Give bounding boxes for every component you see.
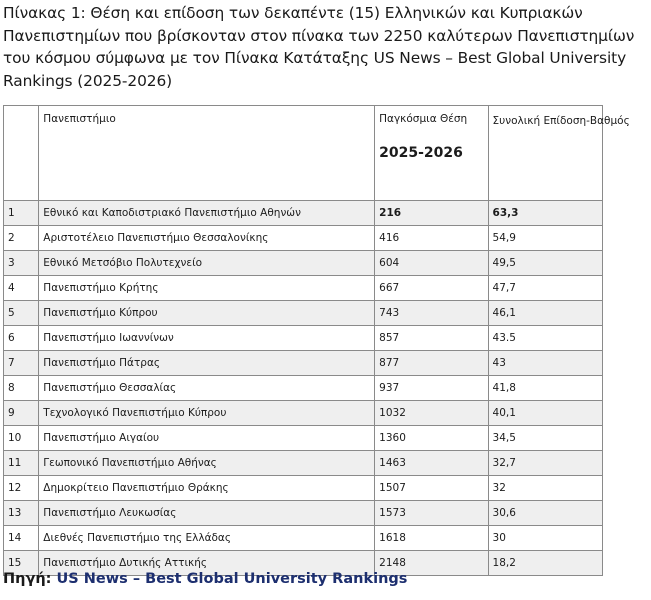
table-row	[4, 276, 603, 301]
header-university: Πανεπιστήμιο	[39, 106, 375, 201]
overall-score: 30	[488, 526, 602, 551]
table-row	[4, 301, 603, 326]
row-number: 10	[4, 426, 39, 451]
global-rank: 857	[375, 326, 488, 351]
table-row	[4, 476, 603, 501]
row-number: 13	[4, 501, 39, 526]
table-header-row	[4, 106, 603, 201]
university-name: Πανεπιστήμιο Αιγαίου	[39, 426, 375, 451]
table-row	[4, 376, 603, 401]
overall-score: 43	[488, 351, 602, 376]
source-prefix: Πηγή:	[3, 571, 52, 587]
row-number: 12	[4, 476, 39, 501]
overall-score: 54,9	[488, 226, 602, 251]
table-row	[4, 326, 603, 351]
global-rank: 667	[375, 276, 488, 301]
university-name: Διεθνές Πανεπιστήμιο της Ελλάδας	[39, 526, 375, 551]
university-name: Εθνικό και Καποδιστριακό Πανεπιστήμιο Αθηνών	[39, 201, 375, 226]
header-rank	[375, 106, 488, 201]
row-number: 7	[4, 351, 39, 376]
header-num-cell	[4, 106, 39, 201]
university-name: Πανεπιστήμιο Κρήτης	[39, 276, 375, 301]
row-number: 11	[4, 451, 39, 476]
row-number: 15	[4, 551, 39, 576]
row-number: 3	[4, 251, 39, 276]
university-name: Εθνικό Μετσόβιο Πολυτεχνείο	[39, 251, 375, 276]
university-name: Δημοκρίτειο Πανεπιστήμιο Θράκης	[39, 476, 375, 501]
overall-score: 32	[488, 476, 602, 501]
table-row	[4, 201, 603, 226]
university-ranking-table	[3, 105, 630, 576]
global-rank: 1032	[375, 401, 488, 426]
global-rank: 1507	[375, 476, 488, 501]
row-number: 2	[4, 226, 39, 251]
table-row	[4, 451, 603, 476]
global-rank: 1463	[375, 451, 488, 476]
row-number: 4	[4, 276, 39, 301]
row-number: 9	[4, 401, 39, 426]
source-line	[3, 571, 407, 587]
table-row	[4, 226, 603, 251]
overall-score: 46,1	[488, 301, 602, 326]
table-row	[4, 251, 603, 276]
table-row	[4, 501, 603, 526]
header-rank-label: Παγκόσμια Θέση	[379, 113, 468, 125]
global-rank: 877	[375, 351, 488, 376]
overall-score: 49,5	[488, 251, 602, 276]
overall-score: 47,7	[488, 276, 602, 301]
global-rank: 1360	[375, 426, 488, 451]
row-number: 5	[4, 301, 39, 326]
table-row	[4, 351, 603, 376]
university-name: Τεχνολογικό Πανεπιστήμιο Κύπρου	[39, 401, 375, 426]
global-rank: 743	[375, 301, 488, 326]
university-name: Πανεπιστήμιο Λευκωσίας	[39, 501, 375, 526]
university-name: Πανεπιστήμιο Δυτικής Αττικής	[39, 551, 375, 576]
university-name: Γεωπονικό Πανεπιστήμιο Αθήνας	[39, 451, 375, 476]
global-rank: 937	[375, 376, 488, 401]
global-rank: 604	[375, 251, 488, 276]
overall-score: 32,7	[488, 451, 602, 476]
university-name: Πανεπιστήμιο Ιωαννίνων	[39, 326, 375, 351]
university-name: Πανεπιστήμιο Κύπρου	[39, 301, 375, 326]
global-rank: 416	[375, 226, 488, 251]
global-rank: 2148	[375, 551, 488, 576]
header-score: Συνολική Επίδοση-Βαθμός	[488, 106, 602, 201]
row-number: 1	[4, 201, 39, 226]
overall-score: 43.5	[488, 326, 602, 351]
row-number: 8	[4, 376, 39, 401]
table-row	[4, 401, 603, 426]
source-link[interactable]: US News – Best Global University Rankings	[56, 571, 408, 587]
university-name: Πανεπιστήμιο Θεσσαλίας	[39, 376, 375, 401]
table-caption: Πίνακας 1: Θέση και επίδοση των δεκαπέντε (15) Ελληνικών και Κυπριακών Πανεπιστημίων που βρίσκονταν στον πίνακα των 2250 καλύτερων Πανεπιστημίων του κόσμου σύμφωνα με τον Πίνακα Κατάταξης US News – Best Global University Rankings (2025-2026)	[3, 4, 635, 90]
overall-score: 30,6	[488, 501, 602, 526]
global-rank: 1573	[375, 501, 488, 526]
row-number: 14	[4, 526, 39, 551]
header-rank-year: 2025-2026	[379, 145, 463, 161]
overall-score: 41,8	[488, 376, 602, 401]
global-rank: 1618	[375, 526, 488, 551]
overall-score: 34,5	[488, 426, 602, 451]
overall-score: 40,1	[488, 401, 602, 426]
university-name: Πανεπιστήμιο Πάτρας	[39, 351, 375, 376]
overall-score: 18,2	[488, 551, 602, 576]
global-rank: 216	[375, 201, 488, 226]
university-name: Αριστοτέλειο Πανεπιστήμιο Θεσσαλονίκης	[39, 226, 375, 251]
row-number: 6	[4, 326, 39, 351]
overall-score: 63,3	[488, 201, 602, 226]
table-row	[4, 526, 603, 551]
table-row	[4, 426, 603, 451]
